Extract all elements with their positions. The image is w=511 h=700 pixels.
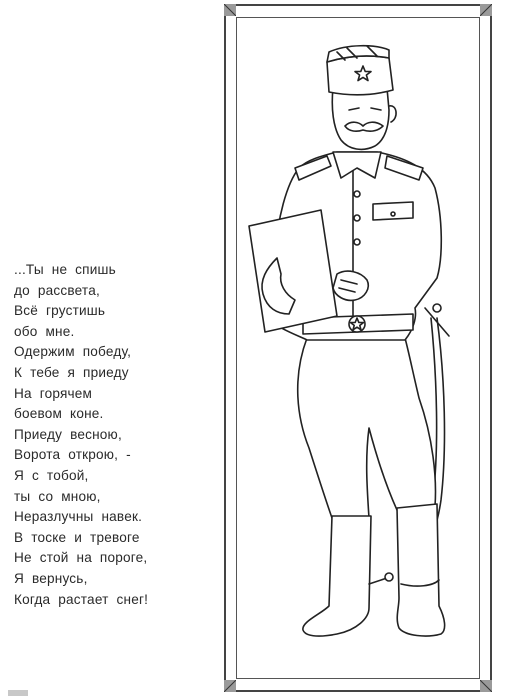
poem-line: Я с тобой, bbox=[14, 467, 89, 483]
poem-text bbox=[14, 260, 214, 610]
right-boot bbox=[397, 504, 445, 636]
chest-pocket bbox=[373, 202, 413, 220]
poem-line: Неразлучны навек. bbox=[14, 509, 143, 525]
poem-line: Всё грустишь bbox=[14, 303, 106, 319]
soldier-illustration bbox=[237, 18, 479, 678]
poem-line: К тебе я приеду bbox=[14, 364, 129, 380]
frame-corner-bottom-right bbox=[480, 680, 492, 692]
spur bbox=[369, 573, 393, 584]
poem-line: Ворота открою, - bbox=[14, 447, 131, 463]
poem-line: Одержим победу, bbox=[14, 344, 132, 360]
poem-line: В тоске и тревоге bbox=[14, 529, 140, 545]
poem-line: ...Ты не спишь bbox=[14, 262, 116, 277]
page-edge-mark bbox=[8, 690, 28, 696]
poem-line: На горячем bbox=[14, 385, 93, 401]
document bbox=[249, 210, 337, 332]
poem-line: боевом коне. bbox=[14, 406, 104, 422]
frame-corner-top-left bbox=[224, 4, 236, 16]
frame-corner-top-right bbox=[480, 4, 492, 16]
poem-line: обо мне. bbox=[14, 323, 75, 339]
frame-corner-bottom-left bbox=[224, 680, 236, 692]
poem-line: ты со мною, bbox=[14, 488, 101, 504]
poem-line: Приеду весною, bbox=[14, 426, 122, 442]
poem-line: Когда растает снег! bbox=[14, 591, 149, 607]
right-hand bbox=[333, 271, 368, 300]
breeches bbox=[298, 338, 436, 518]
left-boot bbox=[303, 516, 371, 636]
face bbox=[332, 88, 389, 149]
poem-line: Я вернусь, bbox=[14, 570, 88, 586]
poem-line: до рассвета, bbox=[14, 282, 100, 298]
poem-line: Не стой на пороге, bbox=[14, 550, 148, 566]
